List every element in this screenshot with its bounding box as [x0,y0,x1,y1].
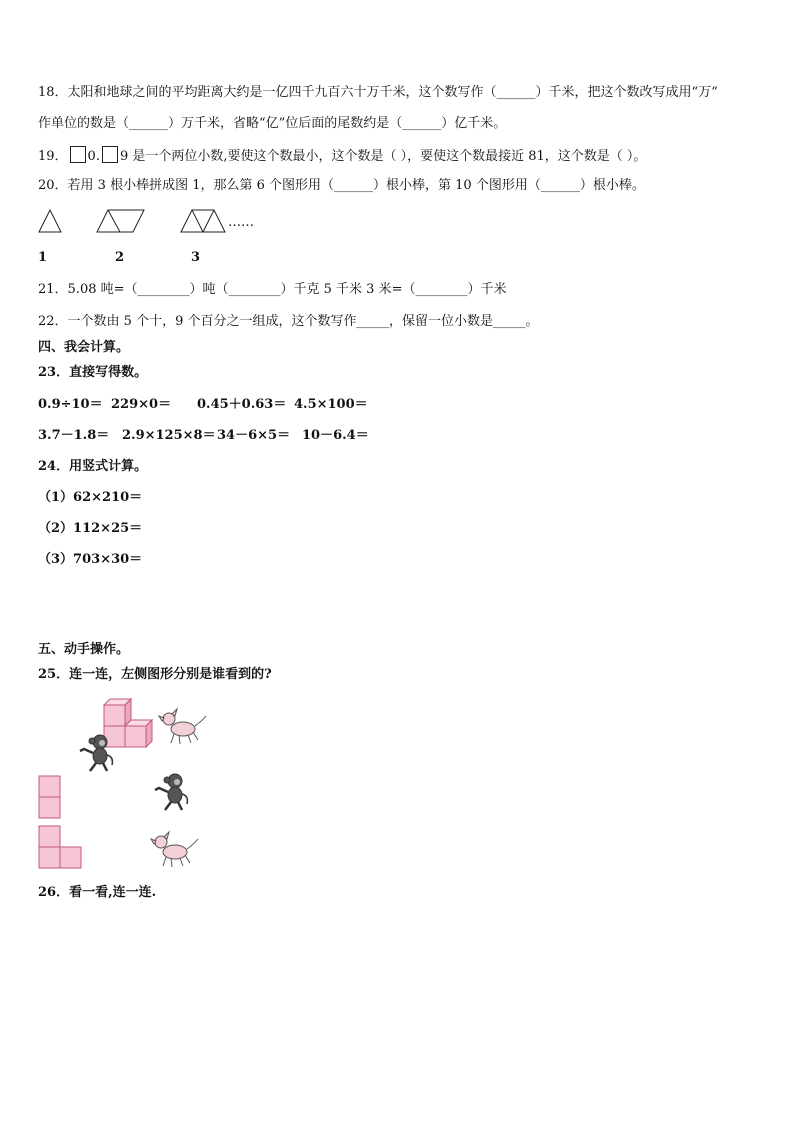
calc-1-1: 0.9÷10＝ [38,397,103,412]
section-4-heading: 四、我会计算。 [38,340,130,355]
q19-number: 19． [38,149,68,164]
calc-1-2: 229×0＝ [111,397,172,412]
q19-text: 9 是一个两位小数,要使这个数最小，这个数是（ ），要使这个数最接近 81，这个数是（ ）。 [119,149,647,164]
figure-label-2: 2 [115,250,125,265]
q26-title: 26．看一看,连一连. [38,885,157,900]
digit-box-2 [102,146,118,163]
q19-line [38,146,646,166]
figure-2-triangles [96,208,148,234]
calc-1-3: 0.45＋0.63＝ [197,397,287,412]
q18-line2: 作单位的数是（______）万千米，省略“亿”位后面的尾数约是（______）亿千米。 [38,116,507,131]
q24-title: 24．用竖式计算。 [38,459,148,474]
calc-2-3: 34－6×5＝ [217,428,291,443]
digit-box-1 [70,146,86,163]
q22-line: 22．一个数由 5 个十，9 个百分之一组成，这个数写作_____，保留一位小数是_____。 [38,314,539,329]
q23-title: 23．直接写得数。 [38,365,148,380]
figure-label-1: 1 [38,250,48,265]
calc-2-4: 10－6.4＝ [302,428,369,443]
calc-2-2: 2.9×125×8＝ [122,428,216,443]
figure-3-triangles [180,208,228,234]
monkey-icon-option [151,772,191,812]
figure-ellipsis: …… [228,215,254,230]
q25-title: 25．连一连，左侧图形分别是谁看到的? [38,667,272,682]
q19-decimal: 0. [87,149,100,164]
q24-item-3: （3）703×30＝ [38,552,143,567]
q24-item-1: （1）62×210＝ [38,490,143,505]
section-5-heading: 五、动手操作。 [38,642,130,657]
calc-1-4: 4.5×100＝ [294,397,368,412]
calc-2-1: 3.7－1.8＝ [38,428,110,443]
figure-1-triangle [38,208,64,234]
q18-line1: 18．太阳和地球之间的平均距离大约是一亿四千九百六十万千米，这个数写作（______）千米，把这个数改写成用“万” [38,85,718,100]
figure-label-3: 3 [191,250,201,265]
front-view-figure [38,775,62,819]
dog-icon [158,707,208,747]
q21-line: 21．5.08 吨=（________）吨（________）千克 5 千米 3 米=（________）千米 [38,282,507,297]
q24-item-2: （2）112×25＝ [38,521,143,536]
q20-line: 20．若用 3 根小棒拼成图 1，那么第 6 个图形用（______）根小棒，第 10 个图形用（______）根小棒。 [38,178,645,193]
monkey-icon [76,733,116,773]
dog-icon-option [150,830,200,870]
side-view-figure [38,825,83,869]
